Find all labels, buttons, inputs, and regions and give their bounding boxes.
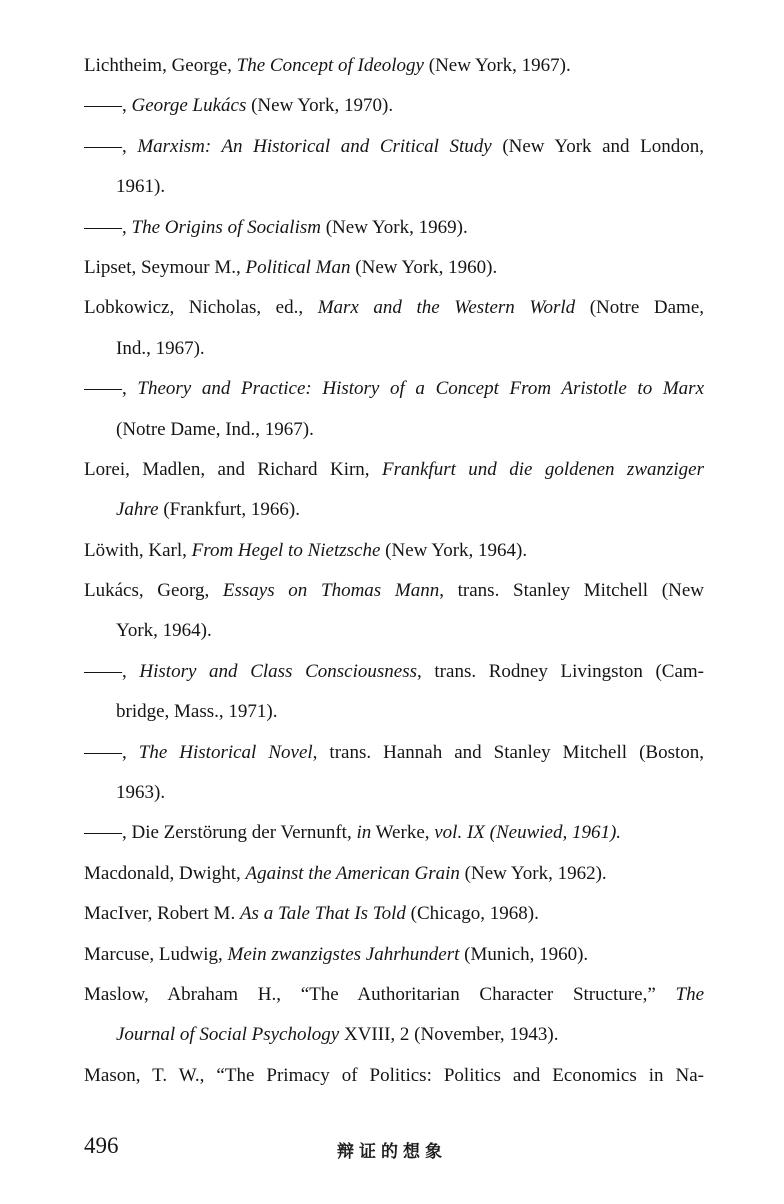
bibliography-line (84, 773, 704, 813)
text-segment: (New York and London, (491, 135, 704, 157)
bibliography-line (84, 935, 704, 975)
bibliography-entry (84, 248, 704, 288)
text-segment: ——, (84, 741, 139, 763)
work-title-segment: Journal of Social Psychology (116, 1024, 340, 1046)
text-segment: 1961). (116, 176, 166, 198)
bibliography-entry (84, 208, 704, 248)
bibliography-line (84, 127, 704, 167)
bibliography-line (84, 450, 704, 490)
text-segment: Lukács, Georg, (84, 580, 223, 602)
bibliography-entry (84, 1056, 704, 1096)
bibliography-line (84, 1056, 704, 1096)
bibliography-line (84, 1015, 704, 1055)
text-segment: , trans. Stanley Mitchell (New (439, 580, 704, 602)
work-title-segment: From Hegel to Nietzsche (191, 539, 381, 561)
text-segment: ——, (84, 95, 132, 117)
text-segment: ——, (84, 660, 140, 682)
bibliography-line (84, 531, 704, 571)
text-segment: Lipset, Seymour M., (84, 256, 246, 278)
work-title-segment: vol. IX (Neuwied, 1961). (434, 822, 622, 844)
text-segment: (New York, 1970). (246, 95, 394, 117)
text-segment: (Chicago, 1968). (405, 903, 539, 925)
work-title-segment: Frankfurt und die goldenen zwanziger (381, 458, 704, 480)
bibliography-entry (84, 46, 704, 86)
bibliography-line (84, 248, 704, 288)
text-segment: 1963). (116, 782, 166, 804)
bibliography-line (84, 208, 704, 248)
bibliography-entry (84, 652, 704, 733)
bibliography-line (84, 652, 704, 692)
bibliography-entry (84, 571, 704, 652)
bibliography-entry (84, 127, 704, 208)
work-title-segment: Political Man (245, 256, 351, 278)
bibliography-line (84, 167, 704, 207)
bibliography-line (84, 410, 704, 450)
bibliography-entry (84, 894, 704, 934)
bibliography-entry (84, 935, 704, 975)
text-segment: Ind., 1967). (116, 337, 205, 359)
bibliography (84, 46, 704, 1096)
text-segment: Werke, (371, 822, 435, 844)
text-segment: Lorei, Madlen, and Richard Kirn, (84, 458, 382, 480)
work-title-segment: in (356, 822, 372, 844)
bibliography-entry (84, 288, 704, 369)
bibliography-entry (84, 975, 704, 1056)
work-title-segment: Mein zwanzigstes Jahrhundert (227, 943, 460, 965)
work-title-segment: Jahre (116, 499, 159, 521)
bibliography-line (84, 490, 704, 530)
work-title-segment: Theory and Practice: History of a Concept From Aristotle to Marx (137, 378, 704, 400)
bibliography-line (84, 369, 704, 409)
bibliography-line (84, 894, 704, 934)
bibliography-line (84, 813, 704, 853)
work-title-segment: Against the American Grain (245, 862, 460, 884)
work-title-segment: The Historical Novel (138, 741, 313, 763)
bibliography-entry (84, 86, 704, 126)
text-segment: , trans. Hannah and Stanley Mitchell (Boston, (312, 741, 704, 763)
text-segment: York, 1964). (116, 620, 212, 642)
text-segment: , trans. Rodney Livingston (Cam- (417, 660, 704, 682)
text-segment: (New York, 1964). (380, 539, 528, 561)
text-segment: Mason, T. W., “The Primacy of Politics: Politics and Economics in Na- (84, 1064, 704, 1086)
text-segment: XVIII, 2 (November, 1943). (339, 1024, 559, 1046)
bibliography-entry (84, 369, 704, 450)
running-title: 辩证的想象 (337, 1142, 447, 1161)
bibliography-line (84, 692, 704, 732)
work-title-segment: The Concept of Ideology (236, 55, 424, 76)
bibliography-line (84, 288, 704, 328)
text-segment: Löwith, Karl, (84, 539, 192, 561)
bibliography-line (84, 329, 704, 369)
text-segment: ——, Die Zerstörung der Vernunft, (84, 822, 357, 844)
text-segment: (Frankfurt, 1966). (158, 499, 300, 521)
text-segment: ——, (84, 216, 132, 238)
text-segment: Maslow, Abraham H., “The Authoritarian Character Structure,” (84, 983, 676, 1005)
text-segment: (Notre Dame, Ind., 1967). (116, 418, 314, 440)
bibliography-entry (84, 531, 704, 571)
page-footer (0, 1130, 784, 1174)
work-title-segment: The Origins of Socialism (131, 216, 321, 238)
bibliography-line (84, 86, 704, 126)
text-segment: Lichtheim, George, (84, 55, 237, 76)
work-title-segment: The (675, 983, 704, 1005)
text-segment: (Munich, 1960). (459, 943, 589, 965)
text-segment: Macdonald, Dwight, (84, 862, 246, 884)
work-title-segment: Essays on Thomas Mann (222, 580, 440, 602)
bibliography-line (84, 46, 704, 86)
text-segment: ——, (84, 135, 138, 157)
bibliography-line (84, 854, 704, 894)
work-title-segment: History and Class Consciousness (139, 660, 417, 682)
text-segment: (New York, 1962). (459, 862, 607, 884)
bibliography-line (84, 571, 704, 611)
bibliography-line (84, 611, 704, 651)
text-segment: Lobkowicz, Nicholas, ed., (84, 297, 318, 319)
text-segment: (New York, 1969). (320, 216, 468, 238)
page-number: 496 (84, 1133, 119, 1158)
work-title-segment: Marx and the Western World (317, 297, 576, 319)
text-segment: (Notre Dame, (575, 297, 704, 319)
text-segment: bridge, Mass., 1971). (116, 701, 278, 723)
work-title-segment: As a Tale That Is Told (239, 903, 406, 925)
text-segment: MacIver, Robert M. (84, 903, 240, 925)
text-segment: Marcuse, Ludwig, (84, 943, 228, 965)
bibliography-entry (84, 813, 704, 853)
work-title-segment: George Lukács (131, 95, 247, 117)
text-segment: (New York, 1967). (424, 55, 571, 76)
bibliography-entry (84, 854, 704, 894)
bibliography-line (84, 733, 704, 773)
work-title-segment: Marxism: An Historical and Critical Study (137, 135, 492, 157)
bibliography-line (84, 975, 704, 1015)
text-segment: ——, (84, 378, 138, 400)
bibliography-entry (84, 733, 704, 814)
text-segment: (New York, 1960). (350, 256, 498, 278)
bibliography-entry (84, 450, 704, 531)
